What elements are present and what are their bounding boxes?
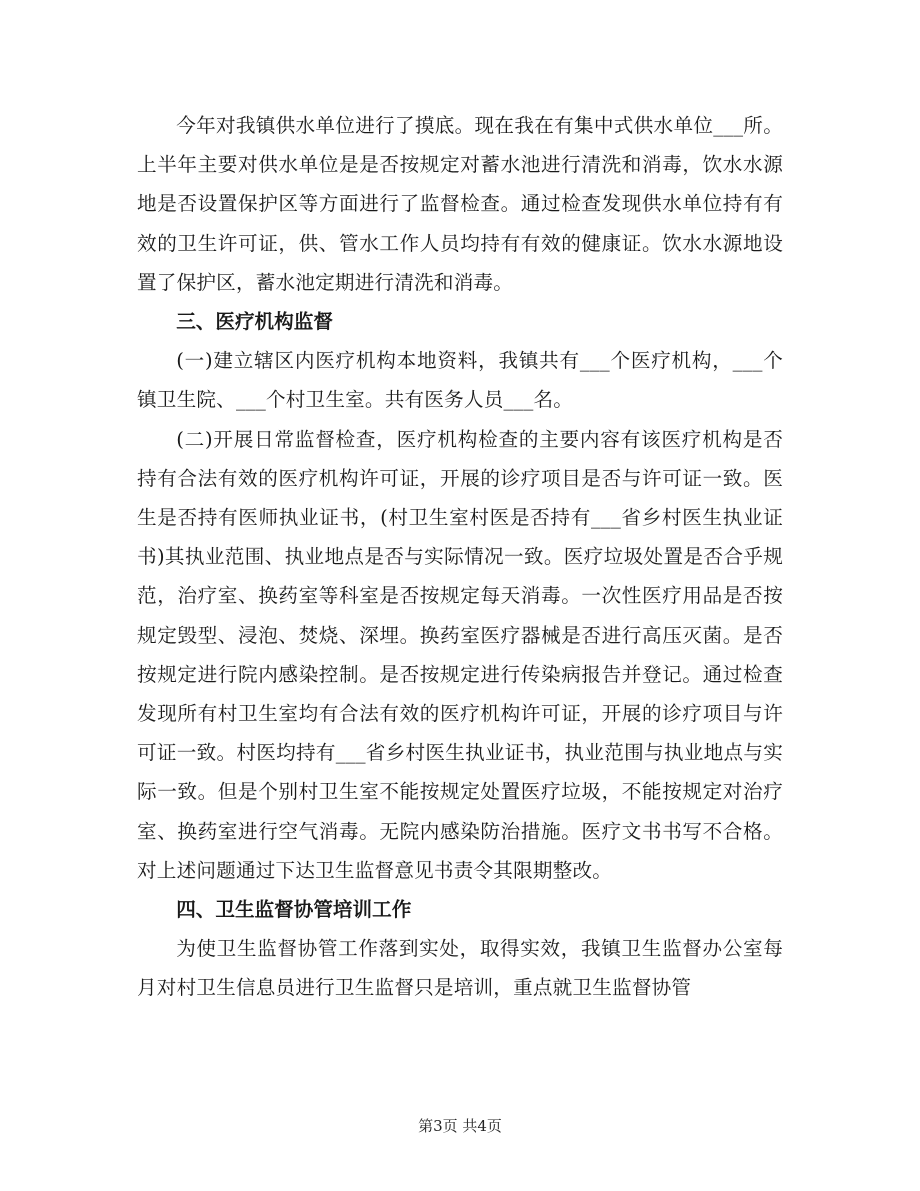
paragraph-daily-inspection: (二)开展日常监督检查，医疗机构检查的主要内容有该医疗机构是否持有合法有效的医疗机构许可证，开展的诊疗项目是否与许可证一致。医生是否持有医师执业证书，(村卫生室村医是否持有___省乡村医生执业证书)其执业范围、执业地点是否与实际情况一致。医疗垃圾处置是否合乎规范，治疗室、换药室等科室是否按规定每天消毒。一次性医疗用品是否按规定毁型、浸泡、焚烧、深埋。换药室医疗器械是否进行高压灭菌。是否按规定进行院内感染控制。是否按规定进行传染病报告并登记。通过检查发现所有村卫生室均有合法有效的医疗机构许可证，开展的诊疗项目与许可证一致。村医均持有___省乡村医生执业证书，执业范围与执业地点与实际一致。但是个别村卫生室不能按规定处置医疗垃圾，不能按规定对治疗室、换药室进行空气消毒。无院内感染防治措施。医疗文书书写不合格。对上述问题通过下达卫生监督意见书责令其限期整改。 — [137, 427, 783, 882]
document-body — [137, 106, 783, 1008]
paragraph-medical-records: (一)建立辖区内医疗机构本地资料，我镇共有___个医疗机构，___个镇卫生院、___个村卫生室。共有医务人员___名。 — [137, 349, 783, 412]
paragraph-training: 为使卫生监督协管工作落到实处，取得实效，我镇卫生监督办公室每月对村卫生信息员进行卫生监督只是培训，重点就卫生监督协管 — [137, 937, 783, 1000]
section-heading-training: 四、卫生监督协管培训工作 — [176, 898, 412, 922]
section-heading-medical-supervision: 三、医疗机构监督 — [176, 310, 333, 334]
page-number-footer: 第3页 共4页 — [418, 1117, 502, 1135]
paragraph-water-supply: 今年对我镇供水单位进行了摸底。现在我在有集中式供水单位___所。上半年主要对供水单位是是否按规定对蓄水池进行清洗和消毒，饮水水源地是否设置保护区等方面进行了监督检查。通过检查发现供水单位持有有效的卫生许可证，供、管水工作人员均持有有效的健康证。饮水水源地设置了保护区，蓄水池定期进行清洗和消毒。 — [137, 114, 783, 294]
